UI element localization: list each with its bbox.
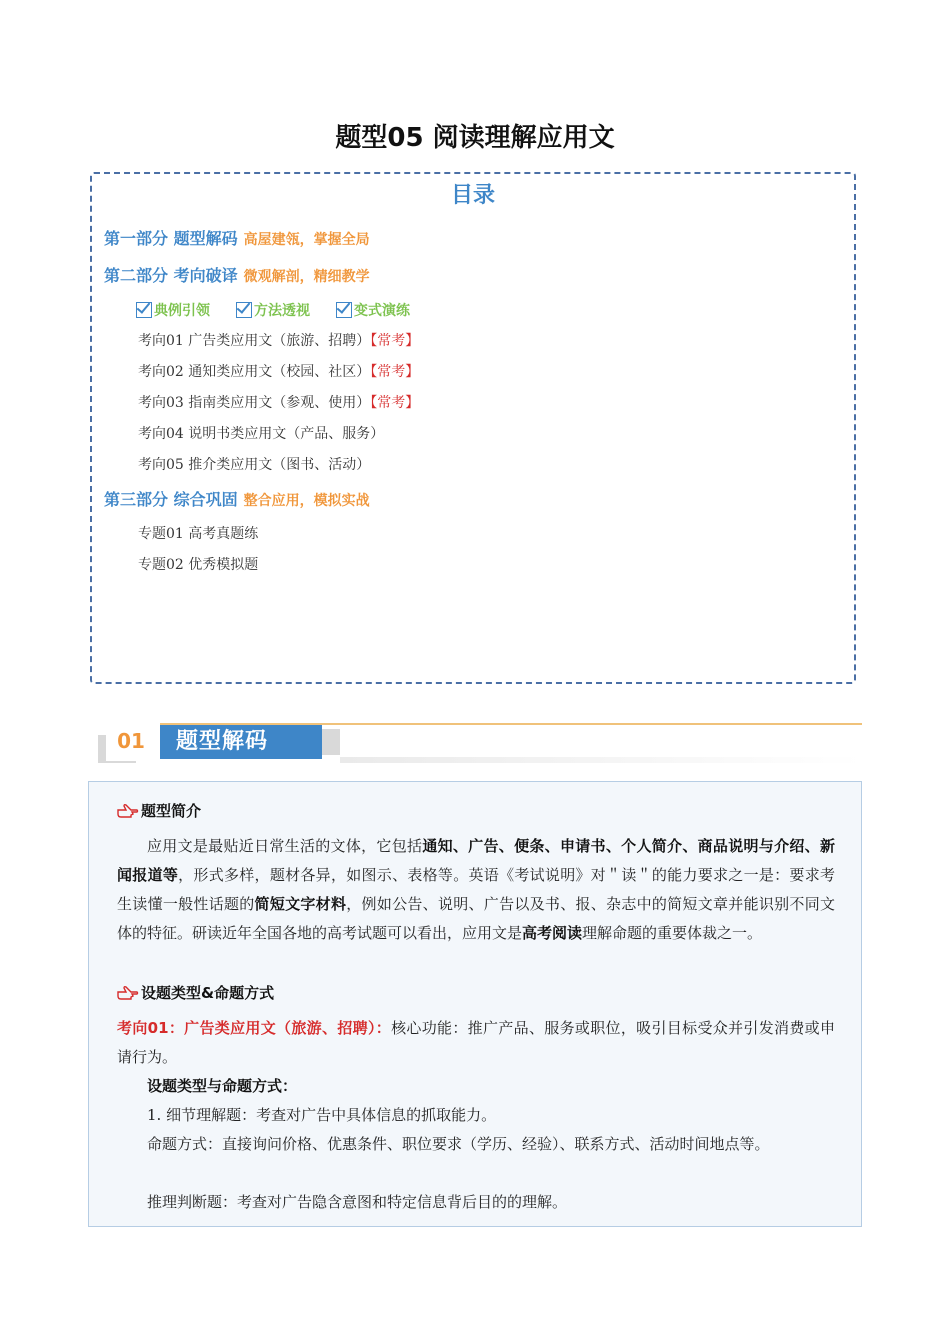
toc-item-text: 考向01 广告类应用文（旅游、招聘） [138, 333, 371, 349]
document-title: 题型05 阅读理解应用文 [335, 123, 615, 153]
toc-item-text: 考向04 说明书类应用文（产品、服务） [138, 426, 385, 442]
kx01-paragraph [117, 1014, 835, 1072]
types-heading-text: 设题类型&命题方式 [141, 984, 275, 1002]
method-examples [136, 300, 210, 320]
toc-part-1-title: 第一部分 题型解码 [104, 229, 238, 248]
inference-question: 推理判断题：考查对广告隐含意图和特定信息背后目的的理解。 [147, 1193, 568, 1211]
section-decoration [322, 729, 340, 755]
intro-text-1: 应用文是最贴近日常生活的文体，它包括 [147, 837, 423, 855]
content-panel [88, 781, 862, 1227]
intro-heading [117, 800, 201, 821]
method-perspective [236, 300, 310, 320]
method-practice [336, 300, 410, 320]
toc-part-3-subtitle: 整合应用，模拟实战 [243, 493, 370, 509]
section-header [90, 713, 862, 763]
toc-part-2-title: 第二部分 考向破译 [104, 266, 238, 285]
toc-item-kx03[interactable] [138, 392, 419, 412]
table-of-contents [90, 172, 856, 684]
check-icon [336, 302, 352, 318]
toc-part-1-subtitle: 高屋建瓴，掌握全局 [243, 232, 370, 248]
intro-bold-1: 通知、广告、便条、申请书、个人简介、商品说明与介绍、新闻报道等 [117, 837, 835, 884]
toc-item-text: 考向02 通知类应用文（校园、社区） [138, 364, 371, 380]
method-label: 典例引领 [154, 303, 210, 319]
toc-item-kx01[interactable] [138, 330, 419, 350]
check-icon [236, 302, 252, 318]
intro-paragraph [117, 832, 835, 948]
frequent-tag: 【常考】 [370, 364, 420, 380]
pointing-hand-icon [117, 802, 139, 820]
toc-part-3[interactable] [104, 487, 370, 510]
types-heading [117, 982, 274, 1003]
toc-item-kx05[interactable] [138, 454, 370, 474]
section-number: 01 [106, 721, 156, 761]
toc-item-kx04[interactable] [138, 423, 384, 443]
section-label: 题型解码 [160, 725, 322, 759]
toc-heading: 目录 [450, 183, 495, 208]
frequent-tag: 【常考】 [370, 395, 420, 411]
toc-part-1[interactable] [104, 226, 370, 249]
method-label: 方法透视 [254, 303, 310, 319]
intro-bold-3: 高考阅读 [522, 924, 583, 942]
kx01-label: 考向01：广告类应用文（旅游、招聘）： [117, 1019, 392, 1037]
toc-part-2-subtitle: 微观解剖，精细教学 [243, 269, 370, 285]
check-icon [136, 302, 152, 318]
toc-part-3-title: 第三部分 综合巩固 [104, 490, 238, 509]
intro-text-2: ，形式多样，题材各异，如图示、表格等。英语《考试说明》对＂读＂的能力要求之一是：要求考生读懂一般性话题的 [117, 866, 835, 913]
intro-heading-text: 题型简介 [141, 802, 202, 820]
toc-part-2[interactable] [104, 263, 370, 286]
intro-text-4: 理解命题的重要体裁之一。 [582, 924, 763, 942]
toc-item-text: 考向05 推介类应用文（图书、活动） [138, 457, 371, 473]
toc-topic-1[interactable]: 专题01 高考真题练 [138, 526, 259, 542]
kx01-text: 核心功能：推广产品、服务或职位，吸引目标受众并引发消费或申请行为。 [117, 1019, 835, 1066]
intro-bold-2: 简短文字材料 [254, 895, 347, 913]
pointing-hand-icon [117, 984, 139, 1002]
method-paragraph: 命题方式：直接询问价格、优惠条件、职位要求（学历、经验）、联系方式、活动时间地点等。 [147, 1135, 770, 1153]
frequent-tag: 【常考】 [370, 333, 420, 349]
toc-item-text: 考向03 指南类应用文（参观、使用） [138, 395, 371, 411]
method-row [136, 300, 410, 320]
toc-topic-2[interactable]: 专题02 优秀模拟题 [138, 557, 259, 573]
detail-question: 1. 细节理解题：考查对广告中具体信息的抓取能力。 [147, 1106, 497, 1124]
method-label: 变式演练 [354, 303, 410, 319]
way-heading: 设题类型与命题方式： [147, 1077, 298, 1095]
section-underline [340, 757, 862, 763]
toc-item-kx02[interactable] [138, 361, 419, 381]
intro-text-3: ，例如公告、说明、广告以及书、报、杂志中的简短文章并能识别不同文体的特征。研读近年全国各地的高考试题可以看出，应用文是 [117, 895, 835, 942]
